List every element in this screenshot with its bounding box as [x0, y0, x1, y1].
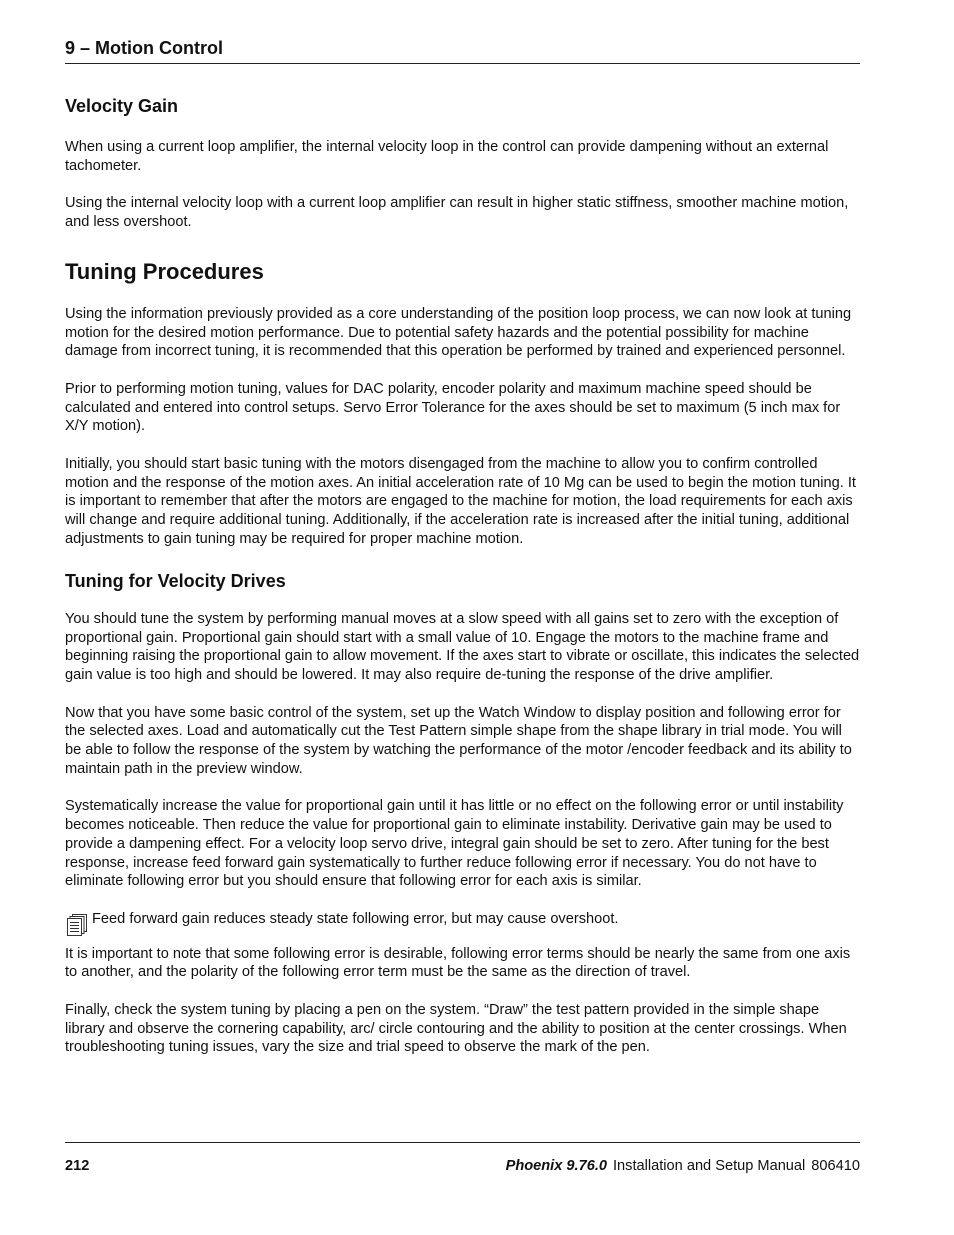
note-icon — [65, 913, 89, 937]
product-name: Phoenix 9.76.0 — [505, 1158, 607, 1174]
paragraph: Systematically increase the value for proportional gain until it has little or no effect on the following error or until instability becomes noticeable. Then reduce the value for proportional gain to eliminate instability. Derivative gain may be used to provide a dampening effect. For a velocity loop servo drive, integral gain should be set to zero. After tuning for the best response, increase feed forward gain systematically to further reduce following error if necessary. You do not have to eliminate following error but you should ensure that following error for each axis is similar. — [65, 798, 844, 890]
note-text: Feed forward gain reduces steady state following error, but may cause overshoot. — [92, 910, 619, 927]
paragraph: Now that you have some basic control of the system, set up the Watch Window to display position and following error for the selected axes. Load and automatically cut the Test Pattern simple shape from the shape library in trial mode. You will be able to follow the response of the system by watching the performance of the motor /encoder feedback and its ability to maintain path in the preview window. — [65, 704, 852, 777]
heading-velocity-gain: Velocity Gain — [65, 96, 179, 116]
note-callout — [65, 910, 860, 929]
paragraph: You should tune the system by performing manual moves at a slow speed with all gains set to zero with the exception of proportional gain. Proportional gain should start with a small value of 10. Engage the motors to the machine frame and beginning raising the proportional gain to allow movement. If the axes start to vibrate or oscillate, this indicates the selected gain value is too high and should be lowered. It may also require de-tuning the response of the drive amplifier. — [65, 610, 860, 684]
document-number: 806410 — [811, 1158, 860, 1174]
paragraph: Prior to performing motion tuning, values for DAC polarity, encoder polarity and maximum machine speed should be calculated and entered into control setups. Servo Error Tolerance for the axes should be set to maximum (5 inch max for X/Y motion). — [65, 380, 841, 435]
page-number: 212 — [65, 1158, 90, 1174]
page-footer — [65, 1142, 860, 1174]
paragraph: It is important to note that some following error is desirable, following error terms should be nearly the same from one axis to another, and the polarity of the following error term must be the same as the direction of travel. — [65, 945, 851, 981]
paragraph: When using a current loop amplifier, the internal velocity loop in the control can provide dampening without an external tachometer. — [65, 139, 829, 174]
heading-tuning-velocity-drives: Tuning for Velocity Drives — [65, 570, 286, 591]
paragraph: Using the information previously provided as a core understanding of the position loop process, we can now look at tuning motion for the desired motion performance. Due to potential safety hazards and the potential possibility for machine damage from incorrect tuning, it is recommended that this operation be performed by trained and experienced personnel. — [65, 305, 852, 360]
chapter-header: 9 – Motion Control — [65, 36, 860, 64]
manual-title: Installation and Setup Manual — [613, 1158, 806, 1174]
page-content — [65, 94, 860, 1076]
paragraph: Initially, you should start basic tuning with the motors disengaged from the machine to allow you to confirm controlled motion and the response of the motion axes. An initial acceleration rate of 10 Mg can be used to begin the motion tuning. It is important to remember that after the motors are engaged to the machine for motion, the load requirements for each axis will change and require additional tuning. Additionally, if the acceleration rate is increased after the initial tuning, additional adjustments to gain tuning may be required for proper machine motion. — [65, 455, 856, 547]
paragraph: Finally, check the system tuning by placing a pen on the system. “Draw” the test pattern provided in the simple shape library and observe the cornering capability, arc/ circle contouring and the ability to position at the center crossings. When troubleshooting tuning issues, vary the size and trial speed to observe the mark of the pen. — [65, 1001, 847, 1056]
footer-title-block — [506, 1156, 860, 1176]
paragraph: Using the internal velocity loop with a current loop amplifier can result in higher static stiffness, smoother machine motion, and less overshoot. — [65, 195, 849, 230]
heading-tuning-procedures: Tuning Procedures — [65, 258, 264, 284]
